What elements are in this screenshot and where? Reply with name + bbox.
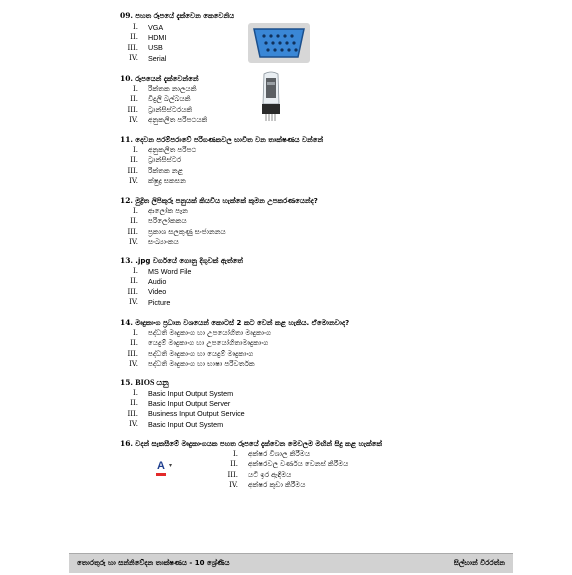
font-color-letter: A [157,460,165,472]
question-13 [120,256,520,307]
question-header [120,256,520,266]
option: I. පද්ධති මෘදුකාංග හා උපයෝගිතා මෘදුකාංග [133,328,272,338]
question-number: 13. [120,256,134,265]
option: II. Audio [130,276,167,286]
question-header [120,318,520,328]
option: III. ප්‍රකාශ සලකුණු සංජානනය [127,226,226,236]
question-number: 10. [120,74,134,83]
question-14 [120,318,520,369]
option: III. යටි ඉර ඇඳීමය [227,469,292,479]
option: III. USB [127,43,163,53]
option: III. රික්තක නළ [127,165,184,175]
question-15 [120,378,520,429]
option: II. ට්‍රාන්සිස්ටර [130,155,182,165]
question-number: 16. [120,439,134,448]
option: III. ට්‍රාන්සිස්ටරයකි [127,104,193,114]
question-number: 09. [120,11,134,20]
vacuum-tube-image [258,70,284,122]
question-text: .jpg වර්ගයේ ගොනු දිගුවක් ඇත්තේ [135,257,243,265]
option: II. යෙදුම් මෘදුකාංග හා උපයෝගිතාමෘදුකාංග [130,338,269,348]
question-header [120,439,520,449]
vga-port-image [248,23,310,63]
question-header [120,378,520,388]
option: III. Video [127,287,167,297]
option: II. විදුලි බල්බයකි [130,94,191,104]
option: I. රික්තක නාලයකි [133,84,197,94]
chevron-down-icon: ▾ [169,462,173,469]
question-09 [120,11,520,63]
option: IV. අක්ෂර කුඩා කිරීමය [229,480,306,490]
footer-subject: තොරතුරු හා සන්නිවේදන තාක්ෂණය - 10 ශ්‍රේණිය [77,559,230,567]
option: IV. Basic Input Out System [129,419,224,429]
option: II. අක්ෂරවල වර්ණය වෙනස් කිරීමය [230,459,349,469]
question-12 [120,196,520,247]
question-number: 15. [120,378,134,387]
option: IV. Picture [129,297,171,307]
option: IV. අනුකලිත පරිපථයකි [129,115,208,125]
option: IV. ක්ෂුද්‍ර සකසන [129,176,186,186]
question-text: BIOS යනු [135,378,169,387]
question-text: මුද්‍රිත ලිපිකුරු පනුයක් කියවිය හැක්කේ කුමන උපකරණයෙන්ද? [135,197,318,205]
question-header [120,196,520,206]
option: II. පරිලෝකකය [130,216,187,226]
question-10 [120,74,520,125]
option: II. HDMI [130,32,167,42]
option: IV. සංඛ්‍යාංකය [129,237,179,247]
option: I. ආලෝක පෑන [133,206,188,216]
page-footer [69,553,513,573]
question-header [120,135,520,145]
question-text: පහත රූපයේ දැක්වෙන කෙවෙනිය [135,12,235,20]
question-number: 14. [120,318,134,327]
footer-author: සිල්භාන් විරරත්න [453,559,505,567]
question-header [120,74,520,84]
option: II. Basic Input Output Server [130,398,231,408]
question-text: වදන් සැකසීමේ මෘදුකාංගයක පහත රූපයේ දැක්වෙන මෙවලම මඟින් සිදු කළ හැක්කේ [135,440,383,448]
question-text: මෘදුකාංග ප්‍රධාන වශයෙන් කොටස් 2 කට වෙන් කළ හැකිය. ඒමොනවාද? [135,319,350,327]
question-number: 11. [120,135,134,144]
font-color-tool-icon [156,461,178,477]
option: IV. Serial [129,53,167,63]
question-11 [120,135,520,186]
question-header [120,11,520,21]
option: I. VGA [133,22,164,32]
question-number: 12. [120,196,134,205]
option: III. Business Input Output Service [127,409,245,419]
option: III. පද්ධති මෘදුකාංග හා යෙදුම් මෘදුකාංග [127,348,254,358]
option: I. Basic Input Output System [133,388,234,398]
question-text: රූපයෙන් දැක්වෙන්නේ [135,75,199,83]
option: IV. පද්ධති මෘදුකාංග හා භාෂා පරිවර්තක [129,359,255,369]
question-text: දෙවන පරම්පරාවේ පරිගණකවල භාවිත වන තාක්ෂණය වන්නේ [135,136,324,144]
option: I. අනුකලිත පරිපථ [133,145,197,155]
question-16 [120,439,520,490]
option: I. MS Word File [133,266,192,276]
option: I. අක්ෂර විශාල කිරීමය [233,449,311,459]
font-color-underline [156,473,166,476]
